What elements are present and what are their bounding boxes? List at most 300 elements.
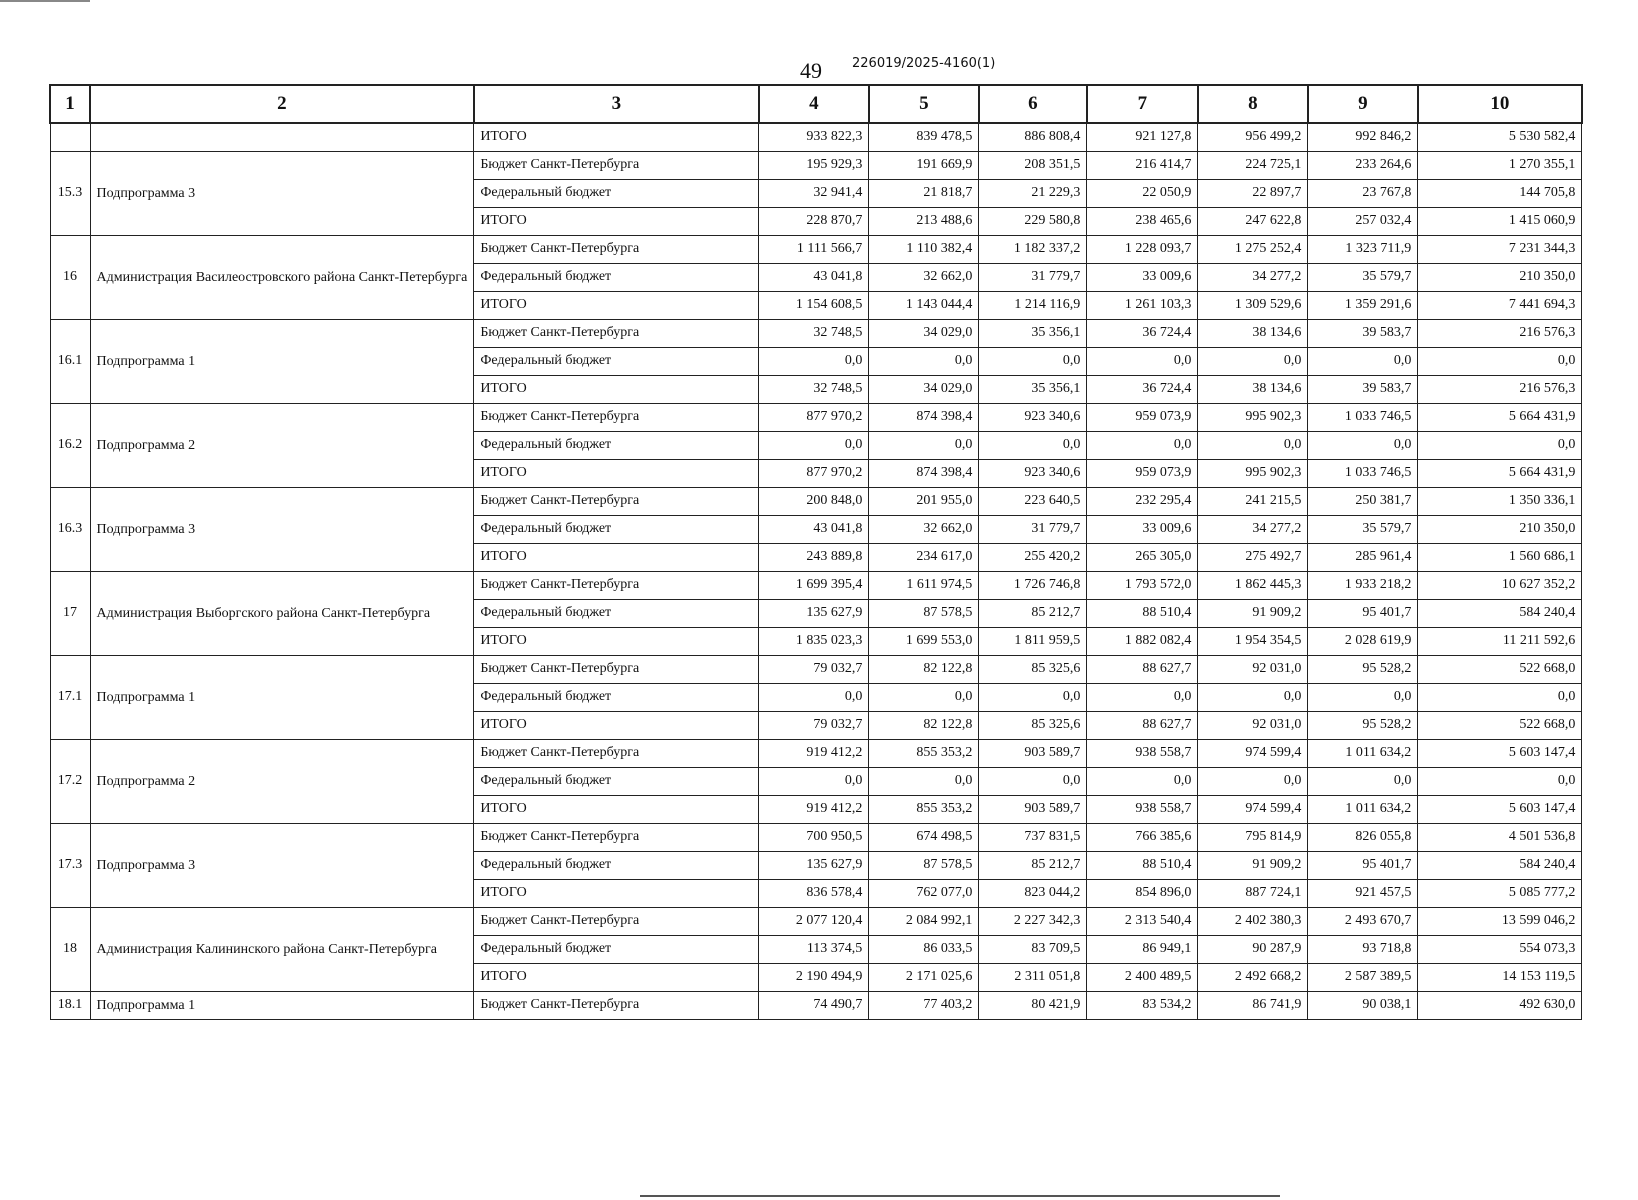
amount-cell: 2 077 120,4 <box>759 907 869 935</box>
funding-source: Федеральный бюджет <box>474 599 759 627</box>
amount-cell: 79 032,7 <box>759 655 869 683</box>
funding-source: ИТОГО <box>474 711 759 739</box>
amount-cell: 887 724,1 <box>1198 879 1308 907</box>
amount-cell: 5 085 777,2 <box>1418 879 1582 907</box>
amount-cell: 0,0 <box>1087 683 1198 711</box>
amount-cell: 2 402 380,3 <box>1198 907 1308 935</box>
amount-cell: 223 640,5 <box>979 487 1087 515</box>
amount-cell: 938 558,7 <box>1087 739 1198 767</box>
amount-cell: 921 457,5 <box>1308 879 1418 907</box>
row-name: Подпрограмма 1 <box>90 655 474 739</box>
amount-cell: 88 627,7 <box>1087 655 1198 683</box>
amount-cell: 92 031,0 <box>1198 711 1308 739</box>
amount-cell: 87 578,5 <box>869 851 979 879</box>
table-row <box>50 235 1582 263</box>
amount-cell: 0,0 <box>1308 683 1418 711</box>
funding-source: Бюджет Санкт-Петербурга <box>474 487 759 515</box>
funding-source: Бюджет Санкт-Петербурга <box>474 991 759 1019</box>
amount-cell: 2 084 992,1 <box>869 907 979 935</box>
table-row <box>50 823 1582 851</box>
amount-cell: 135 627,9 <box>759 851 869 879</box>
funding-source: Бюджет Санкт-Петербурга <box>474 907 759 935</box>
amount-cell: 243 889,8 <box>759 543 869 571</box>
funding-source: ИТОГО <box>474 543 759 571</box>
amount-cell: 87 578,5 <box>869 599 979 627</box>
amount-cell: 216 576,3 <box>1418 375 1582 403</box>
amount-cell: 974 599,4 <box>1198 739 1308 767</box>
amount-cell: 208 351,5 <box>979 151 1087 179</box>
amount-cell: 995 902,3 <box>1198 459 1308 487</box>
amount-cell: 1 270 355,1 <box>1418 151 1582 179</box>
amount-cell: 216 414,7 <box>1087 151 1198 179</box>
amount-cell: 285 961,4 <box>1308 543 1418 571</box>
funding-source: ИТОГО <box>474 123 759 151</box>
amount-cell: 923 340,6 <box>979 403 1087 431</box>
amount-cell: 584 240,4 <box>1418 599 1582 627</box>
amount-cell: 82 122,8 <box>869 711 979 739</box>
amount-cell: 0,0 <box>1418 767 1582 795</box>
funding-source: Бюджет Санкт-Петербурга <box>474 319 759 347</box>
amount-cell: 674 498,5 <box>869 823 979 851</box>
amount-cell: 91 909,2 <box>1198 599 1308 627</box>
table-row <box>50 487 1582 515</box>
column-header-6: 6 <box>979 85 1087 123</box>
amount-cell: 5 603 147,4 <box>1418 739 1582 767</box>
funding-source: ИТОГО <box>474 879 759 907</box>
amount-cell: 85 212,7 <box>979 851 1087 879</box>
amount-cell: 13 599 046,2 <box>1418 907 1582 935</box>
amount-cell: 95 528,2 <box>1308 711 1418 739</box>
row-code: 18 <box>50 907 90 991</box>
row-name: Подпрограмма 2 <box>90 739 474 823</box>
amount-cell: 80 421,9 <box>979 991 1087 1019</box>
amount-cell: 34 277,2 <box>1198 263 1308 291</box>
amount-cell: 79 032,7 <box>759 711 869 739</box>
amount-cell: 5 603 147,4 <box>1418 795 1582 823</box>
row-name: Подпрограмма 1 <box>90 319 474 403</box>
amount-cell: 0,0 <box>869 683 979 711</box>
amount-cell: 144 705,8 <box>1418 179 1582 207</box>
amount-cell: 839 478,5 <box>869 123 979 151</box>
amount-cell: 0,0 <box>979 431 1087 459</box>
amount-cell: 77 403,2 <box>869 991 979 1019</box>
column-header-1: 1 <box>50 85 90 123</box>
amount-cell: 95 528,2 <box>1308 655 1418 683</box>
funding-source: Федеральный бюджет <box>474 683 759 711</box>
row-name: Администрация Выборгского района Санкт-Петербурга <box>90 571 474 655</box>
table-row <box>50 319 1582 347</box>
amount-cell: 43 041,8 <box>759 515 869 543</box>
funding-source: Федеральный бюджет <box>474 347 759 375</box>
amount-cell: 855 353,2 <box>869 739 979 767</box>
funding-source: Бюджет Санкт-Петербурга <box>474 151 759 179</box>
amount-cell: 2 311 051,8 <box>979 963 1087 991</box>
funding-source: Федеральный бюджет <box>474 179 759 207</box>
funding-source: Федеральный бюджет <box>474 431 759 459</box>
amount-cell: 1 309 529,6 <box>1198 291 1308 319</box>
amount-cell: 92 031,0 <box>1198 655 1308 683</box>
amount-cell: 855 353,2 <box>869 795 979 823</box>
amount-cell: 0,0 <box>1418 431 1582 459</box>
funding-source: Федеральный бюджет <box>474 263 759 291</box>
amount-cell: 919 412,2 <box>759 739 869 767</box>
amount-cell: 95 401,7 <box>1308 599 1418 627</box>
table-row <box>50 151 1582 179</box>
amount-cell: 38 134,6 <box>1198 375 1308 403</box>
amount-cell: 0,0 <box>1198 347 1308 375</box>
amount-cell: 0,0 <box>1198 683 1308 711</box>
amount-cell: 554 073,3 <box>1418 935 1582 963</box>
amount-cell: 247 622,8 <box>1198 207 1308 235</box>
amount-cell: 22 050,9 <box>1087 179 1198 207</box>
column-header-4: 4 <box>759 85 869 123</box>
amount-cell: 700 950,5 <box>759 823 869 851</box>
amount-cell: 0,0 <box>869 431 979 459</box>
amount-cell: 1 726 746,8 <box>979 571 1087 599</box>
amount-cell: 83 709,5 <box>979 935 1087 963</box>
amount-cell: 191 669,9 <box>869 151 979 179</box>
amount-cell: 1 228 093,7 <box>1087 235 1198 263</box>
amount-cell: 83 534,2 <box>1087 991 1198 1019</box>
amount-cell: 22 897,7 <box>1198 179 1308 207</box>
row-code: 16.3 <box>50 487 90 571</box>
table-row <box>50 991 1582 1019</box>
amount-cell: 0,0 <box>1418 347 1582 375</box>
amount-cell: 88 627,7 <box>1087 711 1198 739</box>
amount-cell: 86 033,5 <box>869 935 979 963</box>
amount-cell: 32 662,0 <box>869 263 979 291</box>
amount-cell: 255 420,2 <box>979 543 1087 571</box>
amount-cell: 522 668,0 <box>1418 711 1582 739</box>
funding-source: Бюджет Санкт-Петербурга <box>474 403 759 431</box>
amount-cell: 86 949,1 <box>1087 935 1198 963</box>
amount-cell: 1 110 382,4 <box>869 235 979 263</box>
amount-cell: 0,0 <box>759 683 869 711</box>
amount-cell: 1 811 959,5 <box>979 627 1087 655</box>
amount-cell: 1 033 746,5 <box>1308 459 1418 487</box>
amount-cell: 1 560 686,1 <box>1418 543 1582 571</box>
amount-cell: 250 381,7 <box>1308 487 1418 515</box>
amount-cell: 959 073,9 <box>1087 403 1198 431</box>
amount-cell: 90 287,9 <box>1198 935 1308 963</box>
document-id: 226019/2025-4160(1) <box>852 56 996 71</box>
amount-cell: 0,0 <box>759 431 869 459</box>
amount-cell: 32 941,4 <box>759 179 869 207</box>
column-header-8: 8 <box>1198 85 1308 123</box>
amount-cell: 85 325,6 <box>979 655 1087 683</box>
amount-cell: 1 415 060,9 <box>1418 207 1582 235</box>
funding-source: ИТОГО <box>474 795 759 823</box>
funding-source: Бюджет Санкт-Петербурга <box>474 571 759 599</box>
column-header-3: 3 <box>474 85 759 123</box>
funding-source: Федеральный бюджет <box>474 767 759 795</box>
amount-cell: 1 182 337,2 <box>979 235 1087 263</box>
amount-cell: 85 325,6 <box>979 711 1087 739</box>
table-row <box>50 403 1582 431</box>
amount-cell: 31 779,7 <box>979 263 1087 291</box>
amount-cell: 1 154 608,5 <box>759 291 869 319</box>
row-name <box>90 123 474 151</box>
table-row <box>50 571 1582 599</box>
funding-source: ИТОГО <box>474 291 759 319</box>
funding-source: ИТОГО <box>474 207 759 235</box>
amount-cell: 224 725,1 <box>1198 151 1308 179</box>
amount-cell: 0,0 <box>1198 767 1308 795</box>
amount-cell: 0,0 <box>1087 347 1198 375</box>
amount-cell: 903 589,7 <box>979 739 1087 767</box>
amount-cell: 32 748,5 <box>759 375 869 403</box>
row-code: 18.1 <box>50 991 90 1019</box>
funding-source: Федеральный бюджет <box>474 515 759 543</box>
amount-cell: 1 214 116,9 <box>979 291 1087 319</box>
amount-cell: 584 240,4 <box>1418 851 1582 879</box>
row-code: 16 <box>50 235 90 319</box>
amount-cell: 836 578,4 <box>759 879 869 907</box>
amount-cell: 1 011 634,2 <box>1308 795 1418 823</box>
amount-cell: 0,0 <box>759 347 869 375</box>
amount-cell: 35 356,1 <box>979 375 1087 403</box>
amount-cell: 1 275 252,4 <box>1198 235 1308 263</box>
amount-cell: 88 510,4 <box>1087 599 1198 627</box>
row-name: Подпрограмма 3 <box>90 487 474 571</box>
scan-edge-line <box>0 0 90 2</box>
amount-cell: 39 583,7 <box>1308 319 1418 347</box>
amount-cell: 10 627 352,2 <box>1418 571 1582 599</box>
table-row <box>50 123 1582 151</box>
amount-cell: 886 808,4 <box>979 123 1087 151</box>
amount-cell: 95 401,7 <box>1308 851 1418 879</box>
amount-cell: 995 902,3 <box>1198 403 1308 431</box>
amount-cell: 874 398,4 <box>869 403 979 431</box>
amount-cell: 216 576,3 <box>1418 319 1582 347</box>
funding-source: Бюджет Санкт-Петербурга <box>474 235 759 263</box>
amount-cell: 33 009,6 <box>1087 515 1198 543</box>
page-number: 49 <box>800 58 822 83</box>
amount-cell: 232 295,4 <box>1087 487 1198 515</box>
amount-cell: 86 741,9 <box>1198 991 1308 1019</box>
amount-cell: 974 599,4 <box>1198 795 1308 823</box>
amount-cell: 35 579,7 <box>1308 263 1418 291</box>
amount-cell: 7 231 344,3 <box>1418 235 1582 263</box>
amount-cell: 38 134,6 <box>1198 319 1308 347</box>
amount-cell: 877 970,2 <box>759 459 869 487</box>
amount-cell: 0,0 <box>979 683 1087 711</box>
amount-cell: 21 229,3 <box>979 179 1087 207</box>
amount-cell: 5 664 431,9 <box>1418 403 1582 431</box>
amount-cell: 14 153 119,5 <box>1418 963 1582 991</box>
amount-cell: 7 441 694,3 <box>1418 291 1582 319</box>
amount-cell: 795 814,9 <box>1198 823 1308 851</box>
amount-cell: 826 055,8 <box>1308 823 1418 851</box>
amount-cell: 1 261 103,3 <box>1087 291 1198 319</box>
amount-cell: 874 398,4 <box>869 459 979 487</box>
column-number-row <box>50 85 1582 123</box>
amount-cell: 36 724,4 <box>1087 375 1198 403</box>
funding-source: ИТОГО <box>474 459 759 487</box>
amount-cell: 241 215,5 <box>1198 487 1308 515</box>
amount-cell: 1 699 395,4 <box>759 571 869 599</box>
amount-cell: 492 630,0 <box>1418 991 1582 1019</box>
amount-cell: 233 264,6 <box>1308 151 1418 179</box>
row-code: 16.2 <box>50 403 90 487</box>
amount-cell: 737 831,5 <box>979 823 1087 851</box>
budget-table <box>49 84 1583 1020</box>
amount-cell: 238 465,6 <box>1087 207 1198 235</box>
amount-cell: 2 492 668,2 <box>1198 963 1308 991</box>
amount-cell: 5 664 431,9 <box>1418 459 1582 487</box>
amount-cell: 265 305,0 <box>1087 543 1198 571</box>
amount-cell: 0,0 <box>979 347 1087 375</box>
amount-cell: 21 818,7 <box>869 179 979 207</box>
amount-cell: 210 350,0 <box>1418 263 1582 291</box>
amount-cell: 34 029,0 <box>869 375 979 403</box>
amount-cell: 956 499,2 <box>1198 123 1308 151</box>
funding-source: Бюджет Санкт-Петербурга <box>474 655 759 683</box>
amount-cell: 1 954 354,5 <box>1198 627 1308 655</box>
amount-cell: 85 212,7 <box>979 599 1087 627</box>
amount-cell: 903 589,7 <box>979 795 1087 823</box>
table-row <box>50 907 1582 935</box>
amount-cell: 213 488,6 <box>869 207 979 235</box>
amount-cell: 2 400 489,5 <box>1087 963 1198 991</box>
amount-cell: 34 277,2 <box>1198 515 1308 543</box>
amount-cell: 0,0 <box>759 767 869 795</box>
funding-source: Федеральный бюджет <box>474 851 759 879</box>
amount-cell: 1 882 082,4 <box>1087 627 1198 655</box>
amount-cell: 229 580,8 <box>979 207 1087 235</box>
amount-cell: 82 122,8 <box>869 655 979 683</box>
amount-cell: 766 385,6 <box>1087 823 1198 851</box>
funding-source: Бюджет Санкт-Петербурга <box>474 823 759 851</box>
amount-cell: 2 190 494,9 <box>759 963 869 991</box>
column-header-7: 7 <box>1087 85 1198 123</box>
amount-cell: 1 323 711,9 <box>1308 235 1418 263</box>
amount-cell: 877 970,2 <box>759 403 869 431</box>
amount-cell: 522 668,0 <box>1418 655 1582 683</box>
amount-cell: 0,0 <box>1308 347 1418 375</box>
amount-cell: 135 627,9 <box>759 599 869 627</box>
amount-cell: 0,0 <box>1087 767 1198 795</box>
amount-cell: 32 662,0 <box>869 515 979 543</box>
amount-cell: 1 143 044,4 <box>869 291 979 319</box>
row-code: 17.3 <box>50 823 90 907</box>
funding-source: Бюджет Санкт-Петербурга <box>474 739 759 767</box>
scan-bottom-line <box>640 1195 1280 1197</box>
table-body <box>50 123 1582 1019</box>
amount-cell: 919 412,2 <box>759 795 869 823</box>
amount-cell: 90 038,1 <box>1308 991 1418 1019</box>
page-header <box>0 54 1638 84</box>
amount-cell: 11 211 592,6 <box>1418 627 1582 655</box>
amount-cell: 933 822,3 <box>759 123 869 151</box>
amount-cell: 921 127,8 <box>1087 123 1198 151</box>
table-row <box>50 655 1582 683</box>
row-name: Администрация Калининского района Санкт-Петербурга <box>90 907 474 991</box>
row-name: Подпрограмма 3 <box>90 823 474 907</box>
row-name: Подпрограмма 1 <box>90 991 474 1019</box>
amount-cell: 0,0 <box>1198 431 1308 459</box>
column-header-10: 10 <box>1418 85 1582 123</box>
row-name: Подпрограмма 2 <box>90 403 474 487</box>
amount-cell: 1 011 634,2 <box>1308 739 1418 767</box>
amount-cell: 823 044,2 <box>979 879 1087 907</box>
funding-source: ИТОГО <box>474 627 759 655</box>
row-code: 17.2 <box>50 739 90 823</box>
amount-cell: 959 073,9 <box>1087 459 1198 487</box>
funding-source: ИТОГО <box>474 375 759 403</box>
amount-cell: 1 793 572,0 <box>1087 571 1198 599</box>
amount-cell: 854 896,0 <box>1087 879 1198 907</box>
amount-cell: 36 724,4 <box>1087 319 1198 347</box>
amount-cell: 0,0 <box>869 767 979 795</box>
amount-cell: 923 340,6 <box>979 459 1087 487</box>
table-row <box>50 739 1582 767</box>
amount-cell: 113 374,5 <box>759 935 869 963</box>
amount-cell: 93 718,8 <box>1308 935 1418 963</box>
funding-source: Федеральный бюджет <box>474 935 759 963</box>
amount-cell: 88 510,4 <box>1087 851 1198 879</box>
amount-cell: 0,0 <box>1418 683 1582 711</box>
amount-cell: 200 848,0 <box>759 487 869 515</box>
amount-cell: 34 029,0 <box>869 319 979 347</box>
amount-cell: 0,0 <box>1308 431 1418 459</box>
column-header-9: 9 <box>1308 85 1418 123</box>
amount-cell: 195 929,3 <box>759 151 869 179</box>
column-header-2: 2 <box>90 85 474 123</box>
amount-cell: 91 909,2 <box>1198 851 1308 879</box>
amount-cell: 5 530 582,4 <box>1418 123 1582 151</box>
row-code: 15.3 <box>50 151 90 235</box>
amount-cell: 1 033 746,5 <box>1308 403 1418 431</box>
amount-cell: 2 227 342,3 <box>979 907 1087 935</box>
amount-cell: 275 492,7 <box>1198 543 1308 571</box>
amount-cell: 1 350 336,1 <box>1418 487 1582 515</box>
amount-cell: 35 579,7 <box>1308 515 1418 543</box>
amount-cell: 257 032,4 <box>1308 207 1418 235</box>
amount-cell: 35 356,1 <box>979 319 1087 347</box>
amount-cell: 762 077,0 <box>869 879 979 907</box>
amount-cell: 23 767,8 <box>1308 179 1418 207</box>
amount-cell: 938 558,7 <box>1087 795 1198 823</box>
amount-cell: 4 501 536,8 <box>1418 823 1582 851</box>
amount-cell: 1 111 566,7 <box>759 235 869 263</box>
amount-cell: 2 493 670,7 <box>1308 907 1418 935</box>
amount-cell: 32 748,5 <box>759 319 869 347</box>
amount-cell: 0,0 <box>869 347 979 375</box>
amount-cell: 39 583,7 <box>1308 375 1418 403</box>
amount-cell: 1 933 218,2 <box>1308 571 1418 599</box>
amount-cell: 1 611 974,5 <box>869 571 979 599</box>
amount-cell: 1 835 023,3 <box>759 627 869 655</box>
amount-cell: 2 313 540,4 <box>1087 907 1198 935</box>
row-code: 16.1 <box>50 319 90 403</box>
amount-cell: 992 846,2 <box>1308 123 1418 151</box>
amount-cell: 74 490,7 <box>759 991 869 1019</box>
amount-cell: 234 617,0 <box>869 543 979 571</box>
row-name: Подпрограмма 3 <box>90 151 474 235</box>
row-code <box>50 123 90 151</box>
row-code: 17.1 <box>50 655 90 739</box>
amount-cell: 33 009,6 <box>1087 263 1198 291</box>
amount-cell: 1 862 445,3 <box>1198 571 1308 599</box>
row-name: Администрация Василеостровского района Санкт-Петербурга <box>90 235 474 319</box>
amount-cell: 0,0 <box>979 767 1087 795</box>
amount-cell: 1 699 553,0 <box>869 627 979 655</box>
amount-cell: 43 041,8 <box>759 263 869 291</box>
amount-cell: 201 955,0 <box>869 487 979 515</box>
funding-source: ИТОГО <box>474 963 759 991</box>
amount-cell: 210 350,0 <box>1418 515 1582 543</box>
